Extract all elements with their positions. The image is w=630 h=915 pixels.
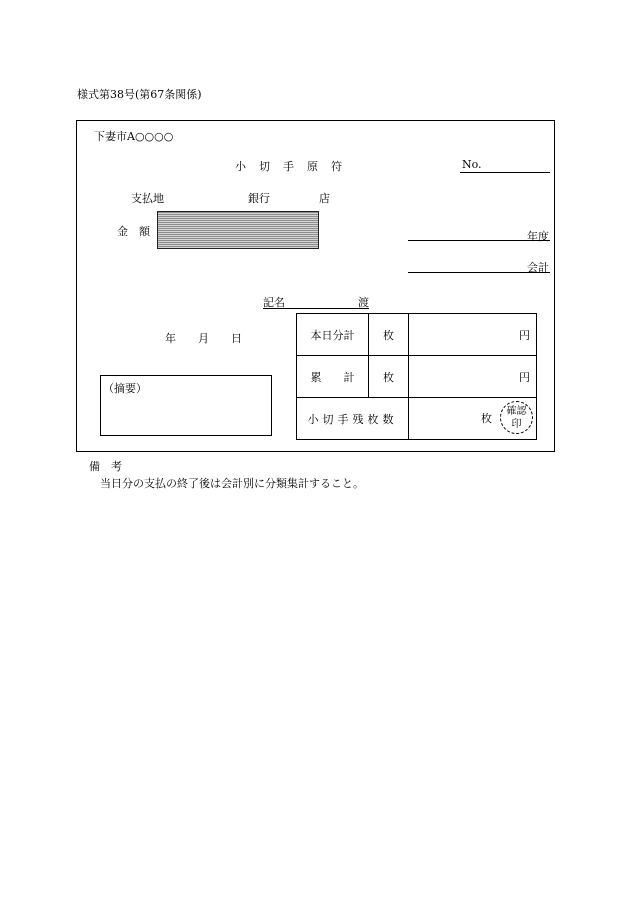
cumulative-label: 累 計 — [297, 356, 369, 398]
today-total-unit: 枚 — [369, 314, 409, 356]
issuer-name: 下妻市A○○○○ — [94, 130, 174, 143]
payment-place-label: 支払地 — [131, 192, 164, 205]
form-number: 様式第38号(第67条関係) — [77, 88, 202, 101]
today-total-label: 本日分計 — [297, 314, 369, 356]
cumulative-unit: 枚 — [369, 356, 409, 398]
today-total-yen: 円 — [409, 314, 537, 356]
branch-label: 店 — [319, 192, 330, 205]
fiscal-year-label: 年度 — [527, 230, 549, 243]
table-row — [297, 356, 537, 398]
recipient-label: 記名 — [263, 296, 285, 309]
seal-text-line2: 印 — [511, 418, 522, 430]
form-title: 小 切 手 原 符 — [235, 160, 343, 173]
remaining-checks-label: 小切手残枚数 — [297, 398, 409, 440]
date-label: 年 月 日 — [165, 332, 242, 345]
notes-text: 当日分の支払の終了後は会計別に分類集計すること。 — [100, 477, 364, 490]
confirmation-seal — [500, 401, 533, 434]
cumulative-yen: 円 — [409, 356, 537, 398]
number-field-line — [460, 172, 550, 173]
seal-text-line1: 確認 — [506, 405, 527, 417]
table-row — [297, 314, 537, 356]
amount-field — [157, 211, 319, 249]
table-row — [297, 398, 537, 440]
amount-label: 金 額 — [117, 225, 150, 238]
recipient-line — [263, 308, 369, 309]
account-label: 会計 — [527, 261, 549, 274]
memo-label: （摘要） — [103, 382, 147, 395]
recipient-suffix: 渡 — [358, 296, 369, 309]
notes-heading: 備 考 — [89, 460, 122, 473]
remaining-checks-cell — [409, 398, 537, 440]
number-label: No. — [462, 158, 482, 171]
remaining-checks-unit: 枚 — [481, 412, 492, 425]
bank-label: 銀行 — [248, 192, 270, 205]
counts-table — [296, 313, 537, 440]
